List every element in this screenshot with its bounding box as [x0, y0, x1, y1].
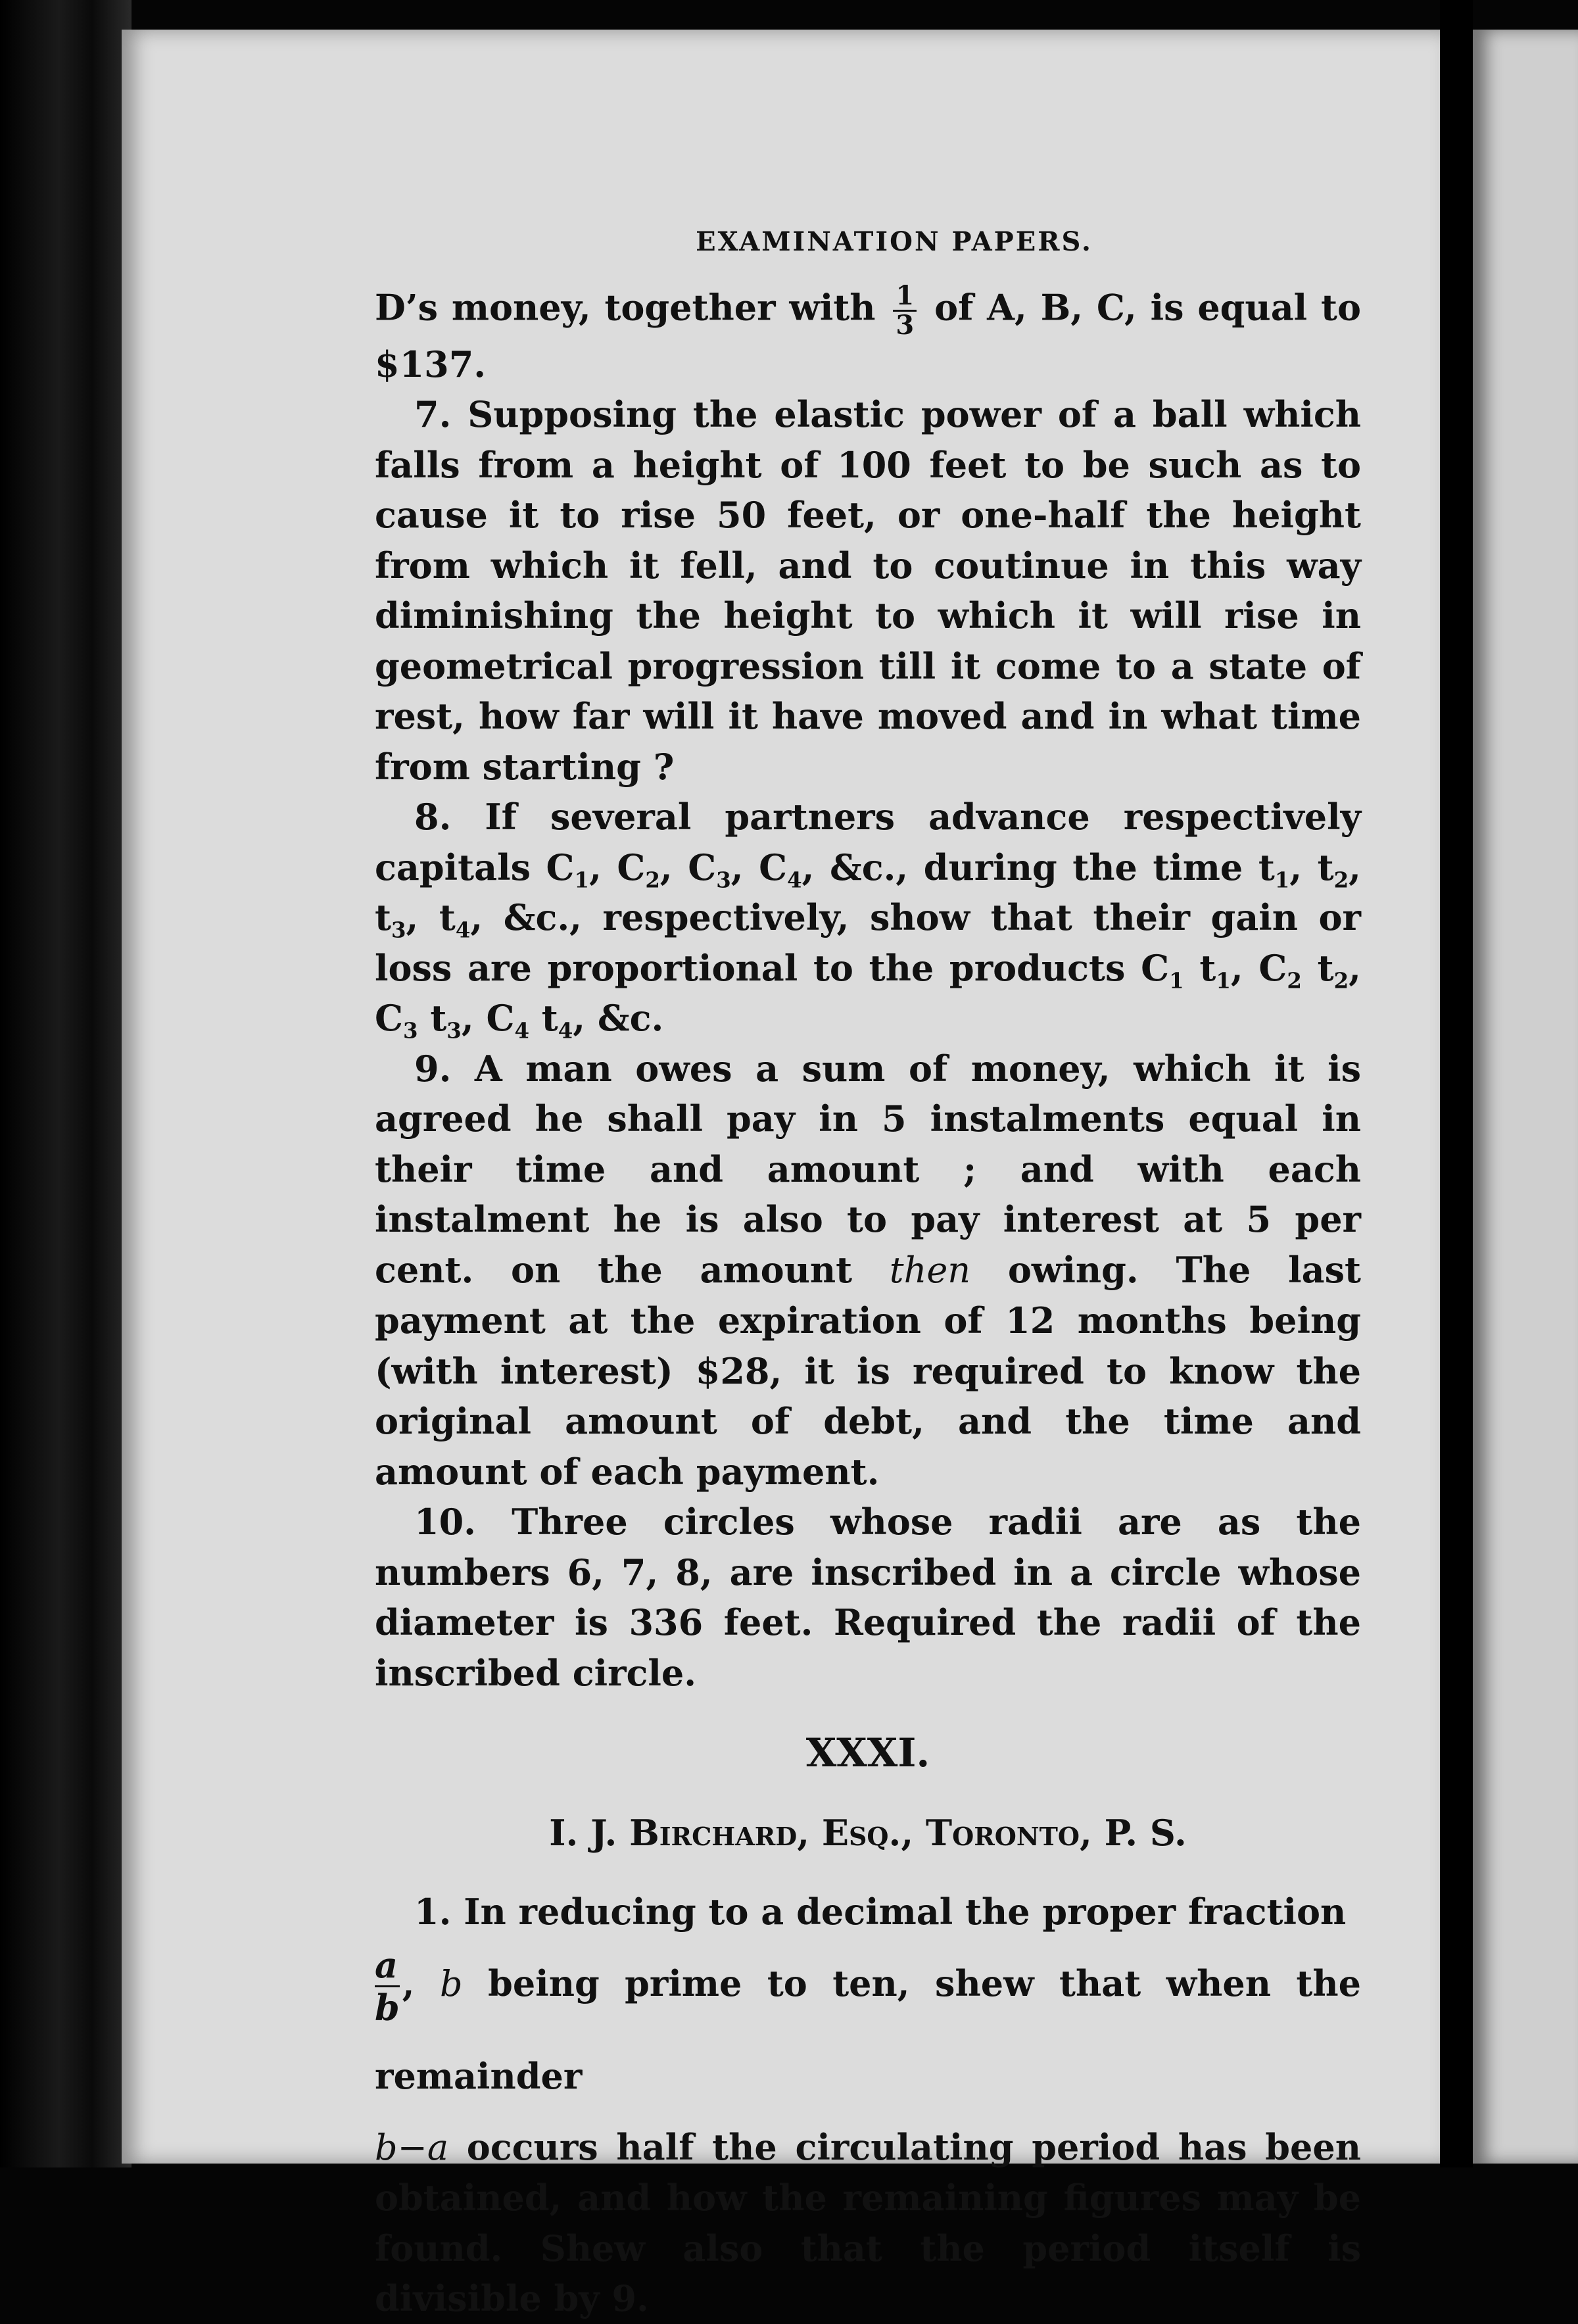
question-9	[375, 1044, 1361, 1497]
question-text: occurs half the circulating period has been obtained, and how the remaining figures may be found. Shew also that the period itself is divisible by 9.	[375, 2125, 1361, 2319]
continuation-text: D’s money, together with	[375, 286, 876, 329]
page-gutter	[1440, 0, 1473, 2167]
section-question-1	[375, 1887, 1361, 1937]
capitals-list: $C_1$, $C_2$, $C_3$, $C_4$, &c.,	[546, 846, 909, 892]
question-number: 10.	[414, 1501, 476, 1543]
italic-expression: b−a	[375, 2126, 449, 2168]
question-text: respectively, show that their gain or loss are proportional to the products	[375, 896, 1361, 989]
question-text: If several partners advance respectively capitals	[375, 796, 1361, 888]
question-number: 8.	[414, 796, 452, 838]
examiner-line: I. J. Birchard, Esq., Toronto, P. S.	[549, 1811, 1187, 1854]
question-8	[375, 792, 1361, 1044]
question-text: A man owes a sum of money, which it is agreed he shall pay in 5 instalments equal in their time and amount ; and with each instalment he is also to pay interest at 5 per cent. on the amount	[375, 1047, 1361, 1291]
fraction-denominator: b	[375, 1986, 400, 2029]
italic-variable: b	[440, 1962, 463, 2004]
page-content	[375, 217, 1361, 2324]
fraction-one-third	[893, 279, 917, 341]
question-continuation	[375, 2122, 1361, 2324]
continuation-text-end: of A, B, C, is equal to $137.	[375, 286, 1361, 385]
question-10	[375, 1497, 1361, 1698]
fraction-a-over-b	[375, 1945, 400, 2028]
products-list: $C_1$ $t_1$, $C_2$ $t_2$, $C_3$ $t_3$, $C_4$ $t_4$, &c.	[375, 946, 1361, 1044]
question-text: during the time	[923, 846, 1243, 888]
question-text: being prime to ten, shew that when the remainder	[375, 1962, 1361, 2097]
question-number: 7.	[414, 393, 452, 435]
times-list: $t_1$, $t_2$, $t_3$, $t_4$, &c.,	[375, 846, 1361, 943]
continuation-paragraph	[375, 279, 1361, 390]
fraction-numerator: 1	[893, 282, 917, 312]
italic-word: then	[889, 1249, 971, 1291]
question-7	[375, 389, 1361, 792]
question-number: 9.	[414, 1047, 452, 1090]
section-title: XXXI.	[805, 1730, 930, 1776]
question-text: owing. The last payment at the expiration of 12 months being (with interest) $28, it is required to know the original amount of debt, and the time and amount of each payment.	[375, 1248, 1361, 1493]
question-text: Three circles whose radii are as the numbers 6, 7, 8, are inscribed in a circle whose diameter is 336 feet. Required the radii of the inscribed circle.	[375, 1501, 1361, 1694]
running-header: EXAMINATION PAPERS.	[696, 226, 1093, 257]
fraction-line: $\frac{a}{b}$ , b being prime to ten, shew that when the remainder	[375, 1943, 1361, 2097]
question-text: Supposing the elastic power of a ball which falls from a height of 100 feet to be such as to cause it to rise 50 feet, or one-half the height from which it fell, and to coutinue in this way diminishing the height to which it will rise in geometrical progression till it come to a state of rest, how far will it have moved and in what time from starting ?	[375, 393, 1361, 788]
question-text: In reducing to a decimal the proper fraction	[464, 1891, 1347, 1933]
book-spine	[0, 0, 132, 2167]
fraction-denominator: 3	[896, 309, 915, 341]
question-number: 1.	[414, 1891, 452, 1933]
fraction-numerator: a	[375, 1945, 400, 1987]
adjacent-page-edge	[1473, 30, 1578, 2164]
